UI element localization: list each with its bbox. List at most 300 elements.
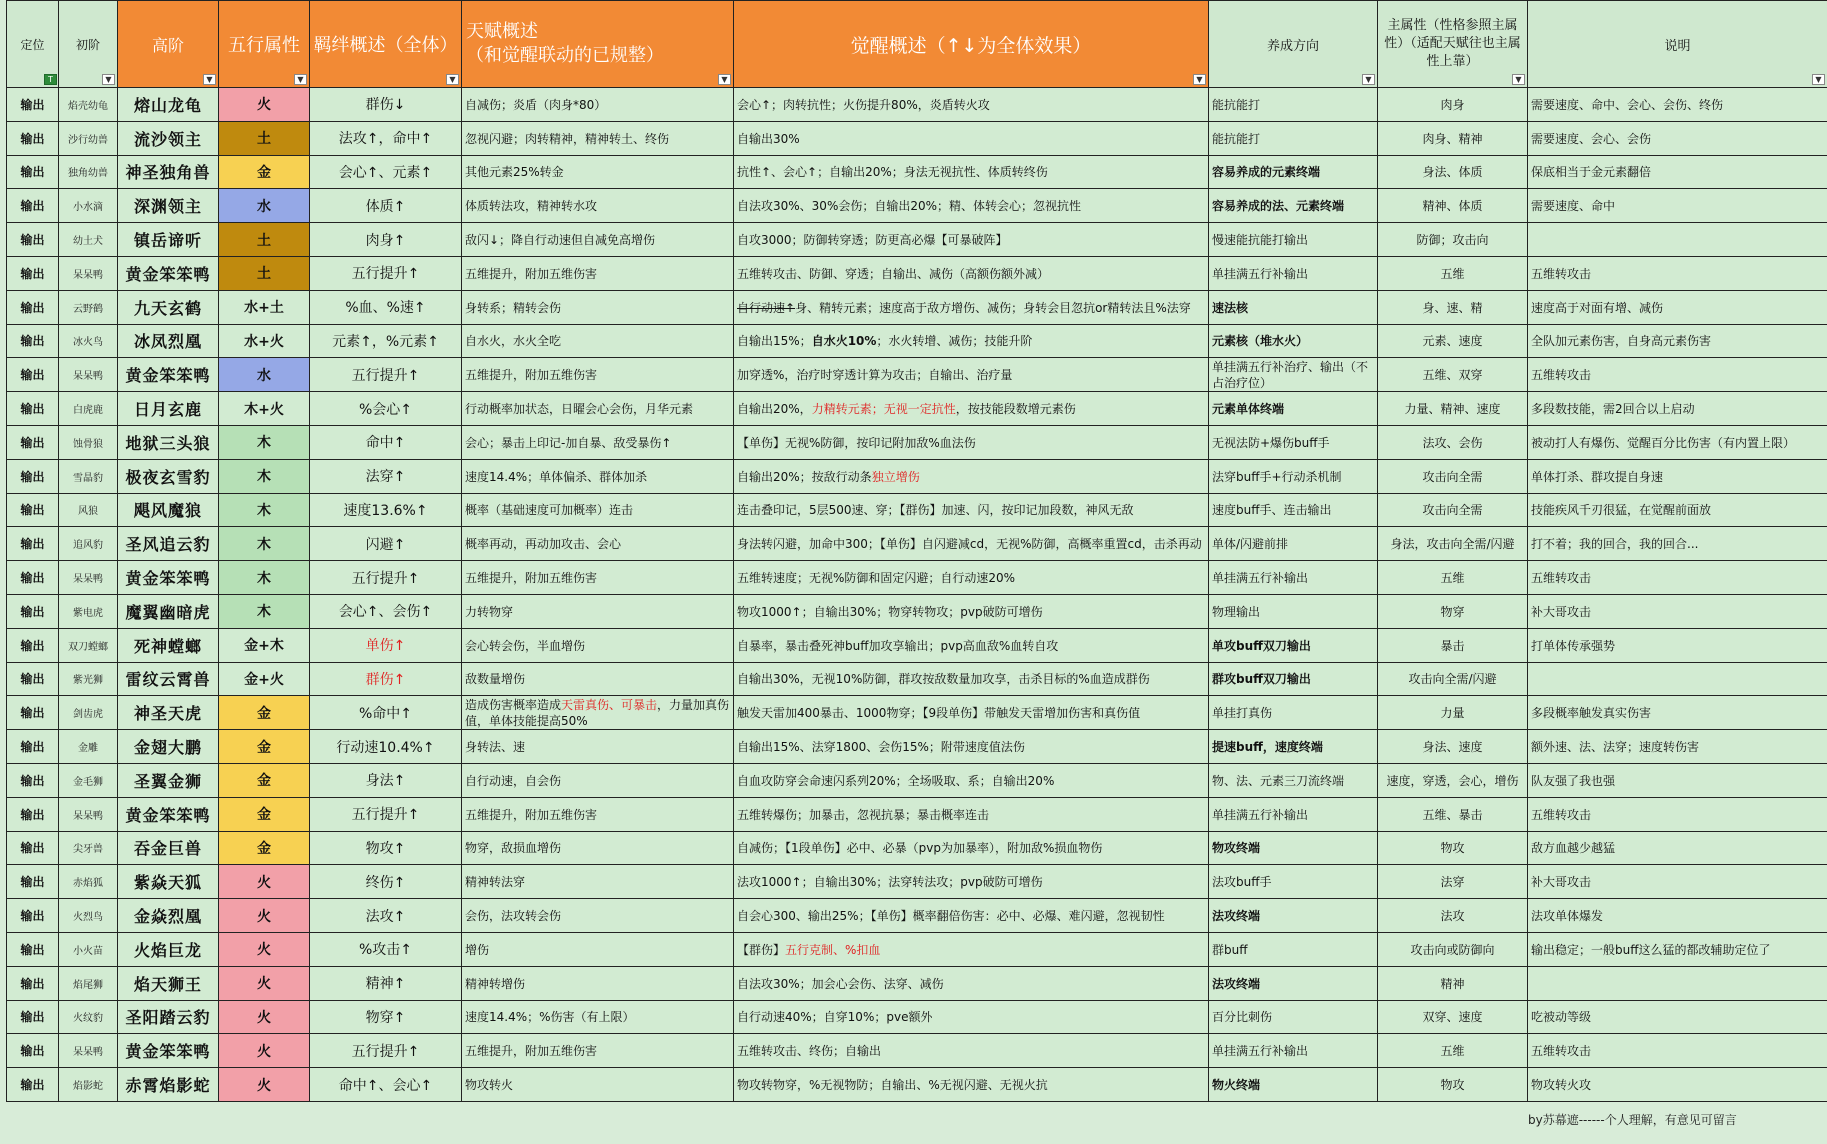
element-cell[interactable]: 金+火 [219, 662, 310, 696]
awaken-cell[interactable] [734, 493, 1209, 527]
filter-dropdown-icon[interactable]: ▼ [1812, 74, 1825, 85]
role-cell[interactable]: 输出 [7, 324, 59, 358]
element-cell[interactable]: 木 [219, 493, 310, 527]
awaken-cell[interactable] [734, 223, 1209, 257]
role-cell[interactable]: 输出 [7, 223, 59, 257]
develop-cell[interactable]: 容易养成的元素终端 [1209, 155, 1378, 189]
note-cell[interactable]: 五维转攻击 [1528, 561, 1827, 595]
note-cell[interactable]: 打单体传承强势 [1528, 628, 1827, 662]
high-form-cell[interactable]: 神圣独角兽 [118, 155, 219, 189]
main-attr-cell[interactable]: 暴击 [1378, 628, 1528, 662]
high-form-cell[interactable]: 焰天狮王 [118, 966, 219, 1000]
role-cell[interactable]: 输出 [7, 392, 59, 426]
header-role[interactable]: 定位 T [7, 1, 59, 88]
high-form-cell[interactable]: 九天玄鹤 [118, 290, 219, 324]
develop-cell[interactable]: 慢速能抗能打输出 [1209, 223, 1378, 257]
talent-cell[interactable]: 精神转法穿 [462, 865, 734, 899]
awaken-cell[interactable] [734, 527, 1209, 561]
filter-dropdown-icon[interactable]: ▼ [1362, 74, 1375, 85]
initial-cell[interactable]: 剑齿虎 [59, 696, 118, 730]
element-cell[interactable]: 火 [219, 1068, 310, 1102]
role-cell[interactable]: 输出 [7, 1000, 59, 1034]
main-attr-cell[interactable]: 五维 [1378, 561, 1528, 595]
role-cell[interactable]: 输出 [7, 88, 59, 122]
awaken-cell[interactable] [734, 763, 1209, 797]
main-attr-cell[interactable]: 肉身、精神 [1378, 121, 1528, 155]
initial-cell[interactable]: 呆呆鸭 [59, 1034, 118, 1068]
main-attr-cell[interactable]: 防御；攻击向 [1378, 223, 1528, 257]
bond-cell[interactable]: 命中↑、会心↑ [310, 1068, 462, 1102]
element-cell[interactable]: 木 [219, 527, 310, 561]
main-attr-cell[interactable]: 物穿 [1378, 594, 1528, 628]
main-attr-cell[interactable]: 物攻 [1378, 831, 1528, 865]
filter-dropdown-icon[interactable]: ▼ [446, 74, 459, 85]
element-cell[interactable]: 水+火 [219, 324, 310, 358]
header-high[interactable]: 高阶 ▼ [118, 1, 219, 88]
high-form-cell[interactable]: 圣翼金狮 [118, 763, 219, 797]
note-cell[interactable]: 五维转攻击 [1528, 1034, 1827, 1068]
talent-cell[interactable]: 概率（基础速度可加概率）连击 [462, 493, 734, 527]
main-attr-cell[interactable]: 身法，攻击向全需/闪避 [1378, 527, 1528, 561]
awaken-cell[interactable] [734, 932, 1209, 966]
main-attr-cell[interactable]: 物攻 [1378, 1068, 1528, 1102]
header-initial[interactable]: 初阶 ▼ [59, 1, 118, 88]
initial-cell[interactable]: 追风豹 [59, 527, 118, 561]
note-cell[interactable] [1528, 966, 1827, 1000]
main-attr-cell[interactable]: 精神 [1378, 966, 1528, 1000]
high-form-cell[interactable]: 黄金笨笨鸭 [118, 256, 219, 290]
bond-cell[interactable]: 五行提升↑ [310, 358, 462, 392]
note-cell[interactable]: 吃被动等级 [1528, 1000, 1827, 1034]
awaken-cell[interactable] [734, 662, 1209, 696]
initial-cell[interactable]: 火烈鸟 [59, 899, 118, 933]
note-cell[interactable]: 需要速度、命中、会心、会伤、终伤 [1528, 88, 1827, 122]
header-element[interactable]: 五行属性 ▼ [219, 1, 310, 88]
talent-cell[interactable]: 身转系；精转会伤 [462, 290, 734, 324]
element-cell[interactable]: 土 [219, 256, 310, 290]
awaken-cell[interactable] [734, 459, 1209, 493]
bond-cell[interactable]: %命中↑ [310, 696, 462, 730]
develop-cell[interactable]: 无视法防+爆伤buff手 [1209, 425, 1378, 459]
note-cell[interactable]: 补大哥攻击 [1528, 865, 1827, 899]
header-bond[interactable]: 羁绊概述（全体） ▼ [310, 1, 462, 88]
main-attr-cell[interactable]: 身、速、精 [1378, 290, 1528, 324]
role-cell[interactable]: 输出 [7, 730, 59, 764]
bond-cell[interactable]: 群伤↓ [310, 88, 462, 122]
initial-cell[interactable]: 呆呆鸭 [59, 561, 118, 595]
high-form-cell[interactable]: 黄金笨笨鸭 [118, 561, 219, 595]
develop-cell[interactable]: 单挂满五行补输出 [1209, 561, 1378, 595]
role-cell[interactable]: 输出 [7, 1068, 59, 1102]
role-cell[interactable]: 输出 [7, 121, 59, 155]
awaken-cell[interactable] [734, 256, 1209, 290]
talent-cell[interactable]: 会心；暴击上印记-加自暴、敌受暴伤↑ [462, 425, 734, 459]
element-cell[interactable]: 火 [219, 88, 310, 122]
element-cell[interactable]: 火 [219, 899, 310, 933]
role-cell[interactable]: 输出 [7, 256, 59, 290]
role-cell[interactable]: 输出 [7, 831, 59, 865]
talent-cell[interactable]: 物攻转火 [462, 1068, 734, 1102]
talent-cell[interactable]: 体质转法攻，精神转水攻 [462, 189, 734, 223]
talent-cell[interactable]: 敌数量增伤 [462, 662, 734, 696]
develop-cell[interactable]: 单攻buff双刀输出 [1209, 628, 1378, 662]
talent-cell[interactable]: 五维提升，附加五维伤害 [462, 358, 734, 392]
main-attr-cell[interactable]: 身法、速度 [1378, 730, 1528, 764]
initial-cell[interactable]: 紫光狮 [59, 662, 118, 696]
note-cell[interactable]: 保底相当于金元素翻倍 [1528, 155, 1827, 189]
element-cell[interactable]: 木 [219, 561, 310, 595]
initial-cell[interactable]: 双刀螳螂 [59, 628, 118, 662]
role-cell[interactable]: 输出 [7, 358, 59, 392]
initial-cell[interactable]: 呆呆鸭 [59, 797, 118, 831]
role-cell[interactable]: 输出 [7, 628, 59, 662]
role-cell[interactable]: 输出 [7, 1034, 59, 1068]
develop-cell[interactable]: 容易养成的法、元素终端 [1209, 189, 1378, 223]
note-cell[interactable]: 被动打人有爆伤、觉醒百分比伤害（有内置上限） [1528, 425, 1827, 459]
high-form-cell[interactable]: 黄金笨笨鸭 [118, 797, 219, 831]
note-cell[interactable]: 速度高于对面有增、减伤 [1528, 290, 1827, 324]
bond-cell[interactable]: 五行提升↑ [310, 797, 462, 831]
initial-cell[interactable]: 赤焰狐 [59, 865, 118, 899]
high-form-cell[interactable]: 圣阳踏云豹 [118, 1000, 219, 1034]
awaken-cell[interactable] [734, 628, 1209, 662]
initial-cell[interactable]: 白虎鹿 [59, 392, 118, 426]
awaken-cell[interactable] [734, 797, 1209, 831]
note-cell[interactable]: 敌方血越少越猛 [1528, 831, 1827, 865]
element-cell[interactable]: 土 [219, 223, 310, 257]
filter-dropdown-icon[interactable]: ▼ [1512, 74, 1525, 85]
talent-cell[interactable]: 行动概率加状态，日曜会心会伤，月华元素 [462, 392, 734, 426]
talent-cell[interactable]: 会伤，法攻转会伤 [462, 899, 734, 933]
develop-cell[interactable]: 物攻终端 [1209, 831, 1378, 865]
note-cell[interactable]: 单体打杀、群攻提自身速 [1528, 459, 1827, 493]
header-talent[interactable]: 天赋概述 （和觉醒联动的已规整） ▼ [462, 1, 734, 88]
element-cell[interactable]: 金 [219, 730, 310, 764]
develop-cell[interactable]: 单挂打真伤 [1209, 696, 1378, 730]
role-cell[interactable]: 输出 [7, 797, 59, 831]
initial-cell[interactable]: 小水滴 [59, 189, 118, 223]
filter-active-icon[interactable]: T [44, 74, 57, 85]
element-cell[interactable]: 木 [219, 594, 310, 628]
main-attr-cell[interactable]: 五维 [1378, 256, 1528, 290]
awaken-cell[interactable] [734, 324, 1209, 358]
note-cell[interactable]: 五维转攻击 [1528, 797, 1827, 831]
bond-cell[interactable]: 五行提升↑ [310, 561, 462, 595]
filter-dropdown-icon[interactable]: ▼ [203, 74, 216, 85]
talent-cell[interactable]: 精神转增伤 [462, 966, 734, 1000]
talent-cell[interactable]: 会心转会伤，半血增伤 [462, 628, 734, 662]
role-cell[interactable]: 输出 [7, 493, 59, 527]
develop-cell[interactable]: 单挂满五行补输出 [1209, 256, 1378, 290]
role-cell[interactable]: 输出 [7, 763, 59, 797]
talent-cell[interactable]: 物穿，敌损血增伤 [462, 831, 734, 865]
element-cell[interactable]: 火 [219, 932, 310, 966]
main-attr-cell[interactable]: 精神、体质 [1378, 189, 1528, 223]
talent-cell[interactable]: 概率再动，再动加攻击、会心 [462, 527, 734, 561]
bond-cell[interactable]: 元素↑，%元素↑ [310, 324, 462, 358]
initial-cell[interactable]: 呆呆鸭 [59, 358, 118, 392]
element-cell[interactable]: 水+土 [219, 290, 310, 324]
role-cell[interactable]: 输出 [7, 290, 59, 324]
develop-cell[interactable]: 速法核 [1209, 290, 1378, 324]
develop-cell[interactable]: 能抗能打 [1209, 88, 1378, 122]
awaken-cell[interactable] [734, 730, 1209, 764]
talent-cell[interactable]: 五维提升，附加五维伤害 [462, 561, 734, 595]
develop-cell[interactable]: 法攻终端 [1209, 899, 1378, 933]
high-form-cell[interactable]: 地狱三头狼 [118, 425, 219, 459]
develop-cell[interactable]: 物火终端 [1209, 1068, 1378, 1102]
initial-cell[interactable]: 焰壳幼龟 [59, 88, 118, 122]
develop-cell[interactable]: 群buff [1209, 932, 1378, 966]
main-attr-cell[interactable]: 力量、精神、速度 [1378, 392, 1528, 426]
initial-cell[interactable]: 雪晶豹 [59, 459, 118, 493]
filter-dropdown-icon[interactable]: ▼ [294, 74, 307, 85]
high-form-cell[interactable]: 金焱烈凰 [118, 899, 219, 933]
awaken-cell[interactable] [734, 88, 1209, 122]
header-awaken[interactable]: 觉醒概述（↑↓为全体效果） ▼ [734, 1, 1209, 88]
initial-cell[interactable]: 云野鹤 [59, 290, 118, 324]
awaken-cell[interactable] [734, 594, 1209, 628]
high-form-cell[interactable]: 火焰巨龙 [118, 932, 219, 966]
high-form-cell[interactable]: 冰凤烈凰 [118, 324, 219, 358]
high-form-cell[interactable]: 深渊领主 [118, 189, 219, 223]
header-develop[interactable]: 养成方向 ▼ [1209, 1, 1378, 88]
role-cell[interactable]: 输出 [7, 527, 59, 561]
element-cell[interactable]: 金 [219, 797, 310, 831]
main-attr-cell[interactable]: 攻击向或防御向 [1378, 932, 1528, 966]
main-attr-cell[interactable]: 法攻 [1378, 899, 1528, 933]
bond-cell[interactable]: 行动速10.4%↑ [310, 730, 462, 764]
develop-cell[interactable]: 单挂满五行补治疗、输出（不占治疗位） [1209, 358, 1378, 392]
note-cell[interactable]: 五维转攻击 [1528, 256, 1827, 290]
awaken-cell[interactable] [734, 865, 1209, 899]
note-cell[interactable]: 技能疾风千刃很猛，在觉醒前面放 [1528, 493, 1827, 527]
main-attr-cell[interactable]: 力量 [1378, 696, 1528, 730]
high-form-cell[interactable]: 赤霄焰影蛇 [118, 1068, 219, 1102]
awaken-cell[interactable] [734, 1034, 1209, 1068]
element-cell[interactable]: 金 [219, 763, 310, 797]
initial-cell[interactable]: 冰火鸟 [59, 324, 118, 358]
role-cell[interactable]: 输出 [7, 966, 59, 1000]
awaken-cell[interactable] [734, 155, 1209, 189]
main-attr-cell[interactable]: 五维、双穿 [1378, 358, 1528, 392]
bond-cell[interactable]: 法攻↑ [310, 899, 462, 933]
filter-dropdown-icon[interactable]: ▼ [1193, 74, 1206, 85]
role-cell[interactable]: 输出 [7, 932, 59, 966]
high-form-cell[interactable]: 黄金笨笨鸭 [118, 358, 219, 392]
bond-cell[interactable]: 群伤↑ [310, 662, 462, 696]
main-attr-cell[interactable]: 双穿、速度 [1378, 1000, 1528, 1034]
bond-cell[interactable]: 会心↑、元素↑ [310, 155, 462, 189]
note-cell[interactable]: 补大哥攻击 [1528, 594, 1827, 628]
bond-cell[interactable]: 五行提升↑ [310, 256, 462, 290]
note-cell[interactable] [1528, 223, 1827, 257]
bond-cell[interactable]: 肉身↑ [310, 223, 462, 257]
note-cell[interactable]: 多段数技能，需2回合以上启动 [1528, 392, 1827, 426]
note-cell[interactable]: 多段概率触发真实伤害 [1528, 696, 1827, 730]
high-form-cell[interactable]: 流沙领主 [118, 121, 219, 155]
bond-cell[interactable]: 法穿↑ [310, 459, 462, 493]
element-cell[interactable]: 火 [219, 1000, 310, 1034]
note-cell[interactable]: 全队加元素伤害，自身高元素伤害 [1528, 324, 1827, 358]
note-cell[interactable]: 需要速度、会心、会伤 [1528, 121, 1827, 155]
element-cell[interactable]: 金 [219, 831, 310, 865]
initial-cell[interactable]: 尖牙兽 [59, 831, 118, 865]
role-cell[interactable]: 输出 [7, 696, 59, 730]
element-cell[interactable]: 金 [219, 696, 310, 730]
awaken-cell[interactable] [734, 1000, 1209, 1034]
talent-cell[interactable]: 自行动速，自会伤 [462, 763, 734, 797]
main-attr-cell[interactable]: 法攻、会伤 [1378, 425, 1528, 459]
high-form-cell[interactable]: 日月玄鹿 [118, 392, 219, 426]
note-cell[interactable] [1528, 662, 1827, 696]
high-form-cell[interactable]: 圣风追云豹 [118, 527, 219, 561]
talent-cell[interactable]: 自减伤；炎盾（肉身*80） [462, 88, 734, 122]
awaken-cell[interactable] [734, 696, 1209, 730]
role-cell[interactable]: 输出 [7, 865, 59, 899]
talent-cell[interactable]: 速度14.4%；单体偏杀、群体加杀 [462, 459, 734, 493]
develop-cell[interactable]: 物、法、元素三刀流终端 [1209, 763, 1378, 797]
high-form-cell[interactable]: 紫焱天狐 [118, 865, 219, 899]
talent-cell[interactable]: 五维提升，附加五维伤害 [462, 1034, 734, 1068]
awaken-cell[interactable] [734, 966, 1209, 1000]
bond-cell[interactable]: 速度13.6%↑ [310, 493, 462, 527]
talent-cell[interactable]: 自水火，水火全吃 [462, 324, 734, 358]
talent-cell[interactable]: 增伤 [462, 932, 734, 966]
talent-cell[interactable]: 忽视闪避；肉转精神，精神转土、终伤 [462, 121, 734, 155]
develop-cell[interactable]: 法攻终端 [1209, 966, 1378, 1000]
awaken-cell[interactable] [734, 561, 1209, 595]
initial-cell[interactable]: 紫电虎 [59, 594, 118, 628]
awaken-cell[interactable] [734, 425, 1209, 459]
element-cell[interactable]: 木 [219, 459, 310, 493]
element-cell[interactable]: 金 [219, 155, 310, 189]
high-form-cell[interactable]: 吞金巨兽 [118, 831, 219, 865]
high-form-cell[interactable]: 极夜玄雪豹 [118, 459, 219, 493]
note-cell[interactable]: 额外速、法、法穿；速度转伤害 [1528, 730, 1827, 764]
initial-cell[interactable]: 金毛狮 [59, 763, 118, 797]
initial-cell[interactable]: 沙行幼兽 [59, 121, 118, 155]
talent-cell[interactable]: 敌闪↓；降自行动速但自减免高增伤 [462, 223, 734, 257]
develop-cell[interactable]: 单挂满五行补输出 [1209, 1034, 1378, 1068]
high-form-cell[interactable]: 死神螳螂 [118, 628, 219, 662]
high-form-cell[interactable]: 金翅大鹏 [118, 730, 219, 764]
main-attr-cell[interactable]: 攻击向全需/闪避 [1378, 662, 1528, 696]
bond-cell[interactable]: %血、%速↑ [310, 290, 462, 324]
develop-cell[interactable]: 群攻buff双刀输出 [1209, 662, 1378, 696]
role-cell[interactable]: 输出 [7, 594, 59, 628]
bond-cell[interactable]: 终伤↑ [310, 865, 462, 899]
initial-cell[interactable]: 独角幼兽 [59, 155, 118, 189]
element-cell[interactable]: 火 [219, 865, 310, 899]
bond-cell[interactable]: %攻击↑ [310, 932, 462, 966]
awaken-cell[interactable] [734, 1068, 1209, 1102]
note-cell[interactable]: 物攻转火攻 [1528, 1068, 1827, 1102]
element-cell[interactable]: 火 [219, 966, 310, 1000]
bond-cell[interactable]: 身法↑ [310, 763, 462, 797]
high-form-cell[interactable]: 镇岳谛听 [118, 223, 219, 257]
initial-cell[interactable]: 焰影蛇 [59, 1068, 118, 1102]
element-cell[interactable]: 水 [219, 189, 310, 223]
develop-cell[interactable]: 速度buff手、连击输出 [1209, 493, 1378, 527]
develop-cell[interactable]: 法攻buff手 [1209, 865, 1378, 899]
role-cell[interactable]: 输出 [7, 899, 59, 933]
develop-cell[interactable]: 元素核（堆水火） [1209, 324, 1378, 358]
note-cell[interactable]: 五维转攻击 [1528, 358, 1827, 392]
high-form-cell[interactable]: 魔翼幽暗虎 [118, 594, 219, 628]
develop-cell[interactable]: 百分比刺伤 [1209, 1000, 1378, 1034]
awaken-cell[interactable] [734, 358, 1209, 392]
role-cell[interactable]: 输出 [7, 662, 59, 696]
high-form-cell[interactable]: 神圣天虎 [118, 696, 219, 730]
main-attr-cell[interactable]: 肉身 [1378, 88, 1528, 122]
role-cell[interactable]: 输出 [7, 189, 59, 223]
initial-cell[interactable]: 焰尾狮 [59, 966, 118, 1000]
awaken-cell[interactable] [734, 121, 1209, 155]
main-attr-cell[interactable]: 五维、暴击 [1378, 797, 1528, 831]
note-cell[interactable]: 输出稳定；一般buff这么猛的都改辅助定位了 [1528, 932, 1827, 966]
initial-cell[interactable]: 金雕 [59, 730, 118, 764]
talent-cell[interactable] [462, 696, 734, 730]
awaken-cell[interactable] [734, 392, 1209, 426]
element-cell[interactable]: 土 [219, 121, 310, 155]
note-cell[interactable]: 需要速度、命中 [1528, 189, 1827, 223]
role-cell[interactable]: 输出 [7, 155, 59, 189]
header-note[interactable]: 说明 ▼ [1528, 1, 1827, 88]
talent-cell[interactable]: 速度14.4%；%伤害（有上限） [462, 1000, 734, 1034]
note-cell[interactable]: 打不着；我的回合，我的回合... [1528, 527, 1827, 561]
develop-cell[interactable]: 元素单体终端 [1209, 392, 1378, 426]
bond-cell[interactable]: 体质↑ [310, 189, 462, 223]
initial-cell[interactable]: 呆呆鸭 [59, 256, 118, 290]
main-attr-cell[interactable]: 法穿 [1378, 865, 1528, 899]
initial-cell[interactable]: 幼土犬 [59, 223, 118, 257]
bond-cell[interactable]: 会心↑、会伤↑ [310, 594, 462, 628]
initial-cell[interactable]: 火纹豹 [59, 1000, 118, 1034]
bond-cell[interactable]: 闪避↑ [310, 527, 462, 561]
high-form-cell[interactable]: 黄金笨笨鸭 [118, 1034, 219, 1068]
element-cell[interactable]: 水 [219, 358, 310, 392]
develop-cell[interactable]: 提速buff，速度终端 [1209, 730, 1378, 764]
bond-cell[interactable]: 命中↑ [310, 425, 462, 459]
bond-cell[interactable]: 物攻↑ [310, 831, 462, 865]
bond-cell[interactable]: 单伤↑ [310, 628, 462, 662]
element-cell[interactable]: 木+火 [219, 392, 310, 426]
main-attr-cell[interactable]: 攻击向全需 [1378, 493, 1528, 527]
high-form-cell[interactable]: 熔山龙龟 [118, 88, 219, 122]
note-cell[interactable]: 队友强了我也强 [1528, 763, 1827, 797]
talent-cell[interactable]: 力转物穿 [462, 594, 734, 628]
bond-cell[interactable]: 五行提升↑ [310, 1034, 462, 1068]
initial-cell[interactable]: 小火苗 [59, 932, 118, 966]
develop-cell[interactable]: 单体/闪避前排 [1209, 527, 1378, 561]
awaken-cell[interactable] [734, 189, 1209, 223]
role-cell[interactable]: 输出 [7, 425, 59, 459]
talent-cell[interactable]: 五维提升，附加五维伤害 [462, 797, 734, 831]
talent-cell[interactable]: 其他元素25%转金 [462, 155, 734, 189]
develop-cell[interactable]: 单挂满五行补输出 [1209, 797, 1378, 831]
main-attr-cell[interactable]: 元素、速度 [1378, 324, 1528, 358]
main-attr-cell[interactable]: 五维 [1378, 1034, 1528, 1068]
initial-cell[interactable]: 风狼 [59, 493, 118, 527]
main-attr-cell[interactable]: 攻击向全需 [1378, 459, 1528, 493]
role-cell[interactable]: 输出 [7, 459, 59, 493]
header-main-attr[interactable]: 主属性（性格参照主属性）（适配天赋往也主属性上靠） ▼ [1378, 1, 1528, 88]
talent-cell[interactable]: 身转法、速 [462, 730, 734, 764]
element-cell[interactable]: 木 [219, 425, 310, 459]
talent-cell[interactable]: 五维提升，附加五维伤害 [462, 256, 734, 290]
initial-cell[interactable]: 蚀骨狼 [59, 425, 118, 459]
